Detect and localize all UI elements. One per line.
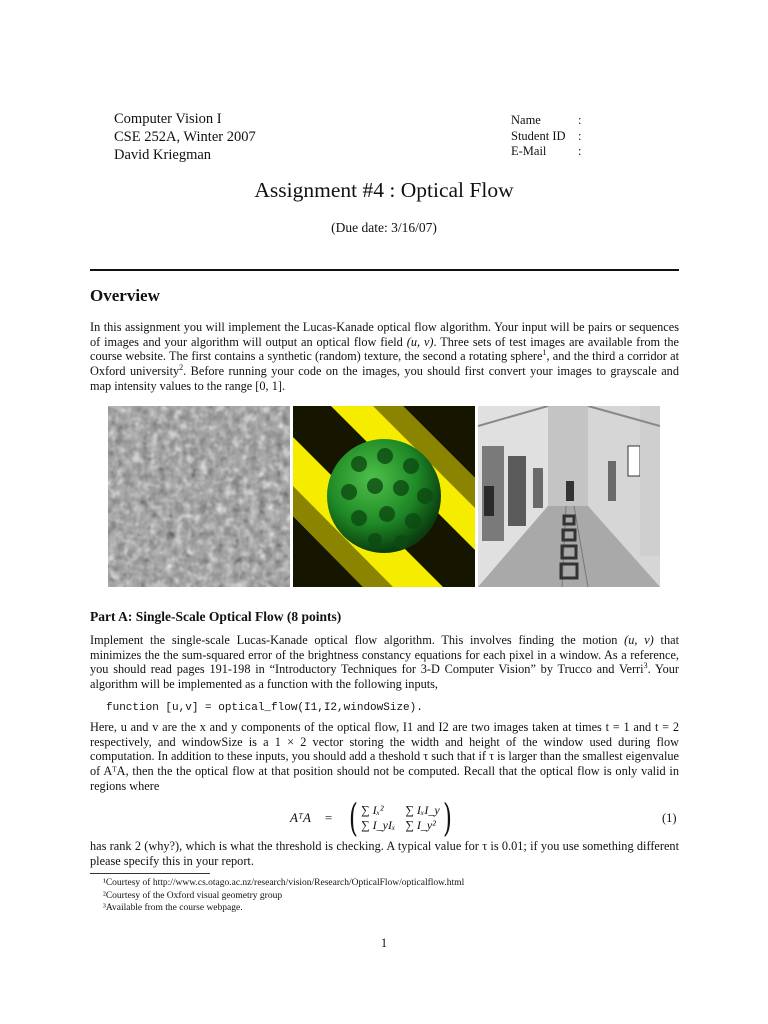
overview-paragraph: In this assignment you will implement the Lucas-Kanade optical flow algorithm. Your input will be pairs or sequences of images and your algorithm will output an optical flow field (u, v). Three sets of test images are available from the course website. The first contains a synthetic (random) texture, the second a rotating sphere$^1$, and the third a corridor at Oxford university$^2$. Before running your code on the images, you should first convert your images to grayscale and map intensity values to the range [0, 1].	[90, 320, 679, 393]
equation-lhs: AᵀA	[290, 810, 311, 825]
footnotes	[103, 877, 464, 915]
equation-1	[290, 796, 455, 840]
page-number: 1	[380, 936, 388, 950]
student-id-block	[511, 113, 581, 160]
random-texture-image	[108, 406, 290, 587]
due-date: (Due date: 3/16/07)	[331, 220, 437, 235]
footnote-1: ¹Courtesy of http://www.cs.otago.ac.nz/research/vision/Research/OpticalFlow/opticalflow.html	[103, 878, 465, 888]
footnote-rule	[90, 873, 210, 874]
matrix-cell: ∑ I_y²	[405, 818, 436, 832]
part-a-rank-paragraph: has rank 2 (why?), which is what the threshold is checking. A typical value for τ is 0.01; if you use something different please specify this in your report.	[90, 839, 679, 868]
part-a-description: Here, u and v are the x and y components of the optical flow, I1 and I2 are two images taken at times t = 1 and t = 2 respectively, and windowSize is a 1 × 2 vector storing the width and height of the window used during flow computation. In addition to these inputs, you should add a theshold τ such that if τ is larger than the smallest eigenvalue of AᵀA, then the the optical flow at that position should not be computed. Recall that the optical flow is only valid in regions where	[90, 720, 679, 793]
course-name: Computer Vision I	[114, 111, 222, 127]
course-term: CSE 252A, Winter 2007	[114, 129, 256, 145]
matrix-cell: ∑ IₓI_y	[405, 803, 440, 817]
name-field: Name :	[511, 113, 582, 127]
student-id-field: Student ID :	[511, 128, 582, 143]
part-a-intro: Implement the single-scale Lucas-Kanade optical flow algorithm. This involves finding the motion (u, v) that minimizes the the sum-squared error of the brightness constancy equations for each pixel in a window. As a reference, you should read pages 191-198 in “Introductory Techniques for 3-D Computer Vision” by Trucco and Verri$^3$. Your algorithm will be implemented as a function with the following inputs,	[90, 633, 679, 692]
part-a-heading: Part A: Single-Scale Optical Flow (8 points)	[90, 609, 342, 624]
function-signature: function [u,v] = optical_flow(I1,I2,windowSize).	[106, 702, 423, 714]
rotating-sphere-image	[293, 406, 475, 587]
oxford-corridor-image	[478, 406, 660, 587]
test-images	[108, 406, 660, 587]
instructor-name: David Kriegman	[114, 147, 212, 163]
horizontal-rule	[90, 269, 679, 271]
course-info	[114, 110, 256, 164]
overview-heading: Overview	[90, 286, 160, 305]
equation-number: (1)	[662, 811, 677, 825]
equation-matrix	[361, 803, 440, 833]
document-title: Assignment #4 : Optical Flow	[254, 178, 514, 202]
left-paren: (	[349, 796, 359, 840]
footnote-3: ³Available from the course webpage.	[103, 903, 243, 913]
email-field: E-Mail :	[511, 144, 582, 158]
equation-equals: =	[324, 810, 333, 825]
matrix-cell: ∑ Iₓ²	[361, 803, 384, 817]
right-paren: )	[442, 796, 452, 840]
matrix-cell: ∑ I_yIₓ	[361, 818, 396, 832]
footnote-2: ²Courtesy of the Oxford visual geometry group	[103, 890, 283, 901]
